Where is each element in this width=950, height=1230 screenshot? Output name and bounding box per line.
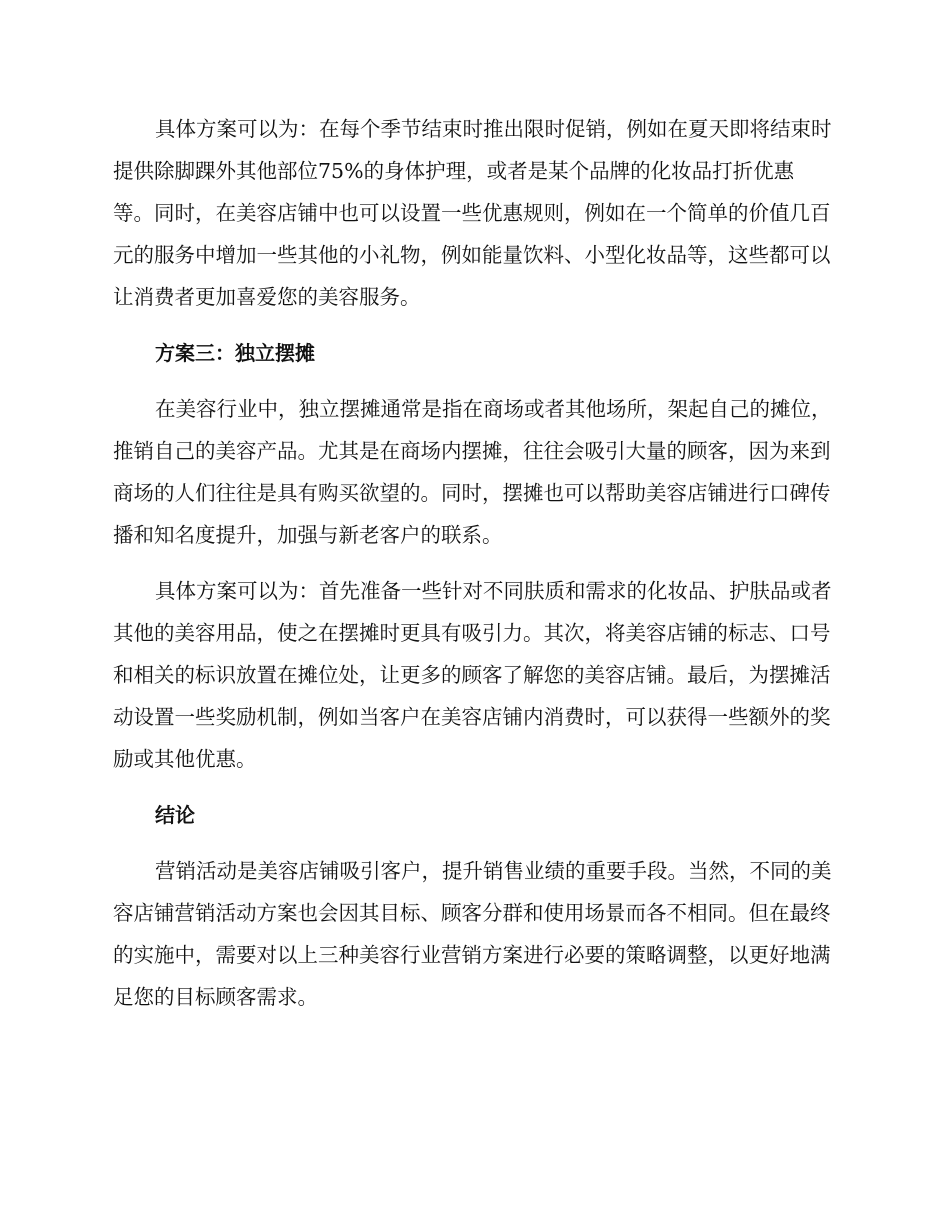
paragraph-conclusion: 营销活动是美容店铺吸引客户，提升销售业绩的重要手段。当然，不同的美容店铺营销活动方案也会因其目标、顾客分群和使用场景而各不相同。但在最终的实施中，需要对以上三种美容行业营销方案进行必要的策略调整，以更好地满足您的目标顾客需求。 <box>113 859 832 1009</box>
paragraph-independent-stall-intro: 在美容行业中，独立摆摊通常是指在商场或者其他场所，架起自己的摊位，推销自己的美容产品。尤其是在商场内摆摊，往往会吸引大量的顾客，因为来到商场的人们往往是具有购买欲望的。同时，摆摊也可以帮助美容店铺进行口碑传播和知名度提升，加强与新老客户的联系。 <box>113 397 832 547</box>
paragraph-independent-stall-details: 具体方案可以为：首先准备一些针对不同肤质和需求的化妆品、护肤品或者其他的美容用品，使之在摆摊时更具有吸引力。其次，将美容店铺的标志、口号和相关的标识放置在摊位处，让更多的顾客了解您的美容店铺。最后，为摆摊活动设置一些奖励机制，例如当客户在美容店铺内消费时，可以获得一些额外的奖励或其他优惠。 <box>113 579 832 771</box>
section-heading-plan-three: 方案三：独立摆摊 <box>155 341 315 365</box>
paragraph-seasonal-promotion-details: 具体方案可以为：在每个季节结束时推出限时促销，例如在夏天即将结束时提供除脚踝外其他部位75%的身体护理，或者是某个品牌的化妆品打折优惠等。同时，在美容店铺中也可以设置一些优惠规则，例如在一个简单的价值几百元的服务中增加一些其他的小礼物，例如能量饮料、小型化妆品等，这些都可以让消费者更加喜爱您的美容服务。 <box>113 117 832 309</box>
section-heading-conclusion: 结论 <box>155 803 195 827</box>
document-body <box>113 108 833 1032</box>
